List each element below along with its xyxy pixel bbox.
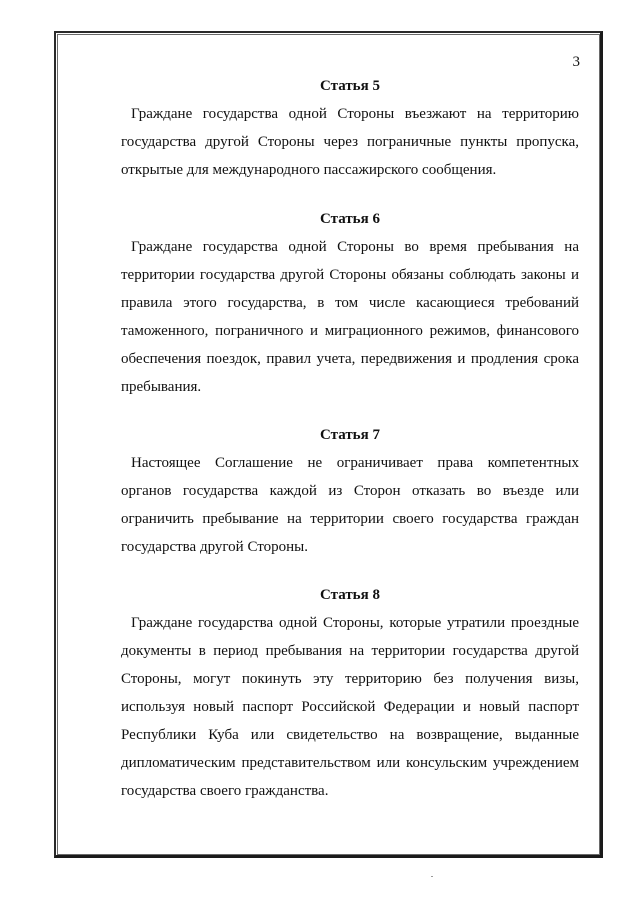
article-text: Граждане государства одной Стороны, которые утратили проездные документы в период пребывания на территории государства другой Стороны, могут покинуть эту территорию без получения визы, используя новый паспорт Российской Федерации и новый паспорт Республики Куба или свидетельство на возвращение, выданные дипломатическим представительством или консульским учреждением государства своего гражданства. [121, 615, 579, 799]
scan-artifact [431, 876, 433, 877]
article-8 [121, 585, 579, 805]
article-title: Статья 8 [320, 587, 380, 603]
article-title: Статья 5 [320, 78, 380, 94]
article-title: Статья 7 [320, 427, 380, 443]
article-text: Граждане государства одной Стороны въезжают на территорию государства другой Стороны через пограничные пункты пропуска, открытые для международного пассажирского сообщения. [121, 106, 579, 178]
article-text: Настоящее Соглашение не ограничивает права компетентных органов государства каждой из Сторон отказать во въезде или ограничить пребывание на территории своего государства граждан государства другой Стороны. [121, 455, 579, 555]
page-number: 3 [572, 54, 580, 70]
article-7 [121, 425, 579, 561]
article-5 [121, 76, 579, 184]
article-text: Граждане государства одной Стороны во время пребывания на территории государства другой Стороны обязаны соблюдать законы и правила этого государства, в том числе касающиеся требований таможенного, пограничного и миграционного режимов, финансового обеспечения поездок, правил учета, передвижения и продления срока пребывания. [121, 239, 579, 395]
document-body [121, 70, 579, 805]
article-6 [121, 209, 579, 401]
article-title: Статья 6 [320, 211, 380, 227]
